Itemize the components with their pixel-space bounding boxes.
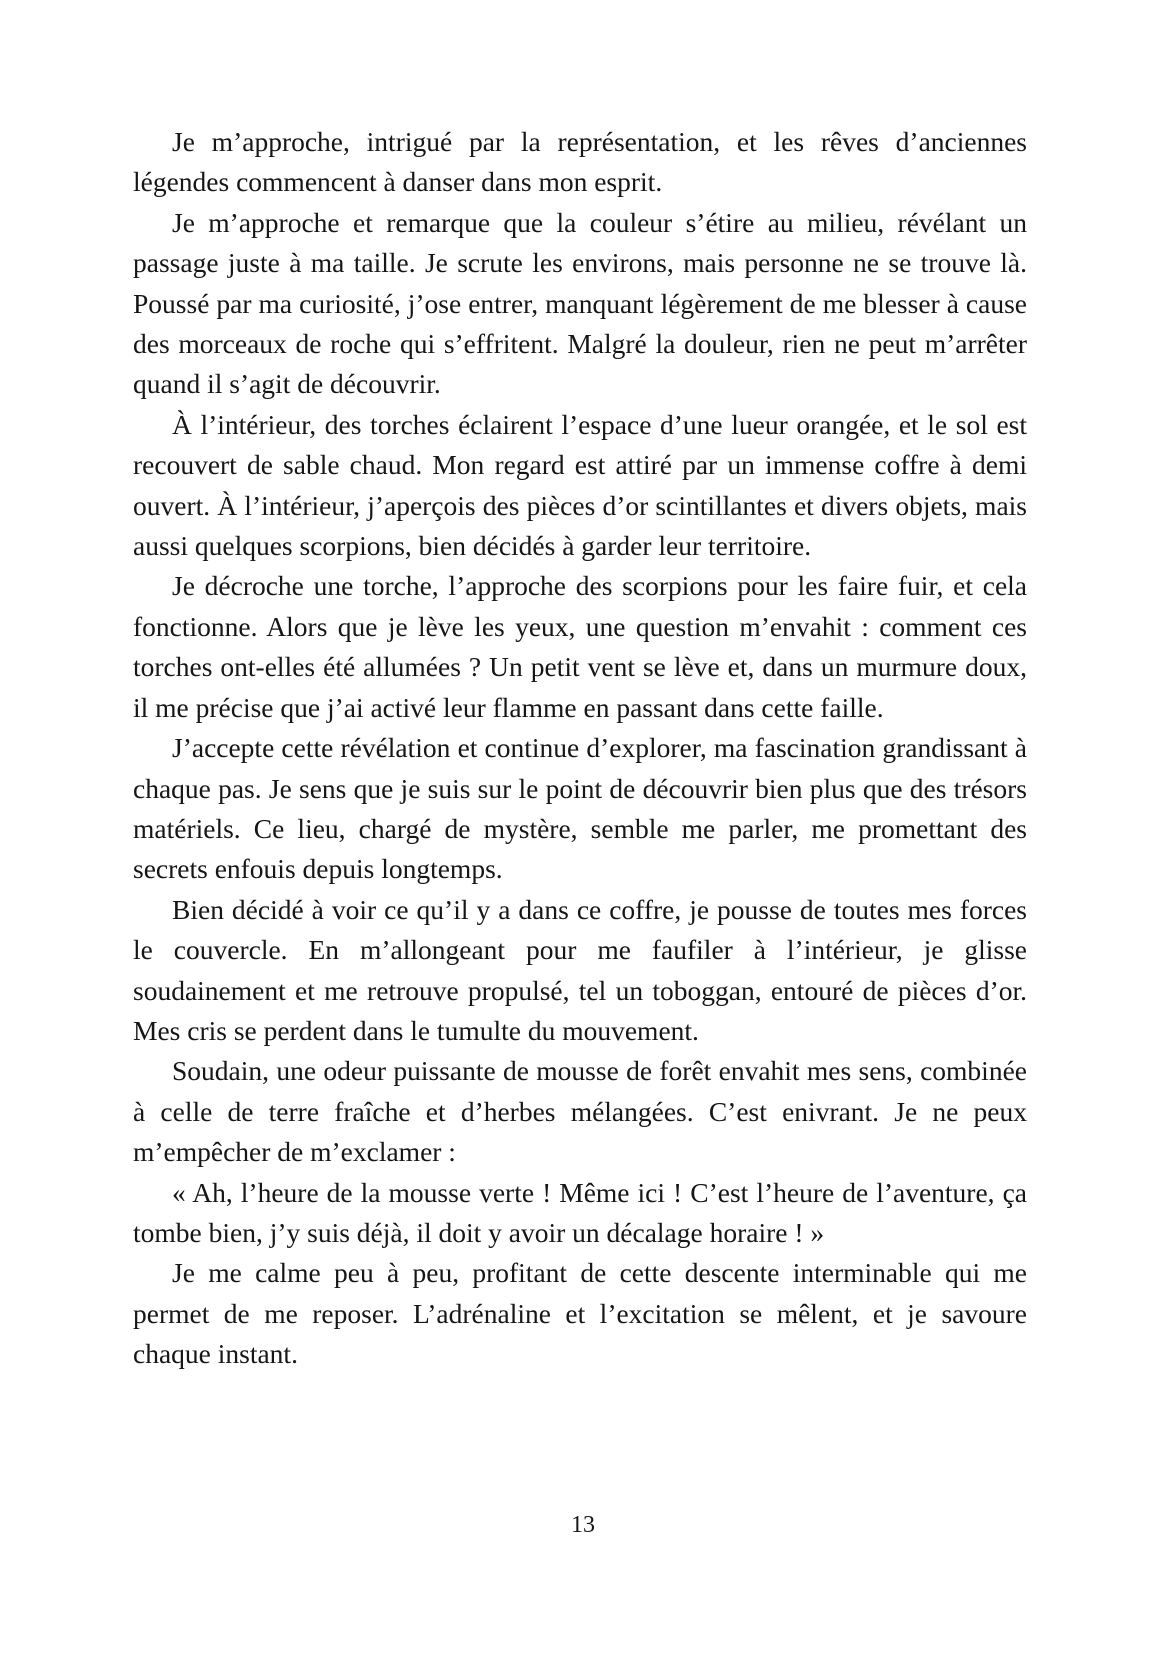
paragraph: Je m’approche, intrigué par la représentation, et les rêves d’anciennes légendes commencent à danser dans mon esprit. xyxy=(133,126,1027,198)
body-text xyxy=(133,122,1027,1375)
paragraph: Soudain, une odeur puissante de mousse de forêt envahit mes sens, combinée à celle de terre fraîche et d’herbes mélangées. C’est enivrant. Je ne peux m’empêcher de m’exclamer : xyxy=(133,1055,1027,1168)
paragraph: À l’intérieur, des torches éclairent l’espace d’une lueur orangée, et le sol est recouvert de sable chaud. Mon regard est attiré par un immense coffre à demi ouvert. À l’intérieur, j’aperçois des pièces d’or scintillantes et divers objets, mais aussi quelques scorpions, bien décidés à garder leur territoire. xyxy=(133,408,1027,562)
paragraph: « Ah, l’heure de la mousse verte ! Même ici ! C’est l’heure de l’aventure, ça tombe bien, j’y suis déjà, il doit y avoir un décalage horaire ! » xyxy=(133,1176,1027,1248)
paragraph: Je décroche une torche, l’approche des scorpions pour les faire fuir, et cela fonctionne. Alors que je lève les yeux, une question m’envahit : comment ces torches ont-elles été allumées ? Un petit vent se lève et, dans un murmure doux, il me précise que j’ai activé leur flamme en passant dans cette faille. xyxy=(133,570,1027,723)
page-number: 13 xyxy=(571,1512,595,1538)
paragraph: J’accepte cette révélation et continue d’explorer, ma fascination grandissant à chaque pas. Je sens que je suis sur le point de découvrir bien plus que des trésors matériels. Ce lieu, chargé de mystère, semble me parler, me promettant des secrets enfouis depuis longtemps. xyxy=(133,732,1027,885)
paragraph: Je me calme peu à peu, profitant de cette descente interminable qui me permet de me reposer. L’adrénaline et l’excitation se mêlent, et je savoure chaque instant. xyxy=(133,1257,1027,1370)
paragraph: Je m’approche et remarque que la couleur s’étire au milieu, révélant un passage juste à ma taille. Je scrute les environs, mais personne ne se trouve là. Poussé par ma curiosité, j’ose entrer, manquant légèrement de me blesser à cause des morceaux de roche qui s’effritent. Malgré la douleur, rien ne peut m’arrêter quand il s’agit de découvrir. xyxy=(133,206,1027,400)
paragraph: Bien décidé à voir ce qu’il y a dans ce coffre, je pousse de toutes mes forces le couvercle. En m’allongeant pour me faufiler à l’intérieur, je glisse soudainement et me retrouve propulsé, tel un toboggan, entouré de pièces d’or. Mes cris se perdent dans le tumulte du mouvement. xyxy=(133,893,1027,1046)
